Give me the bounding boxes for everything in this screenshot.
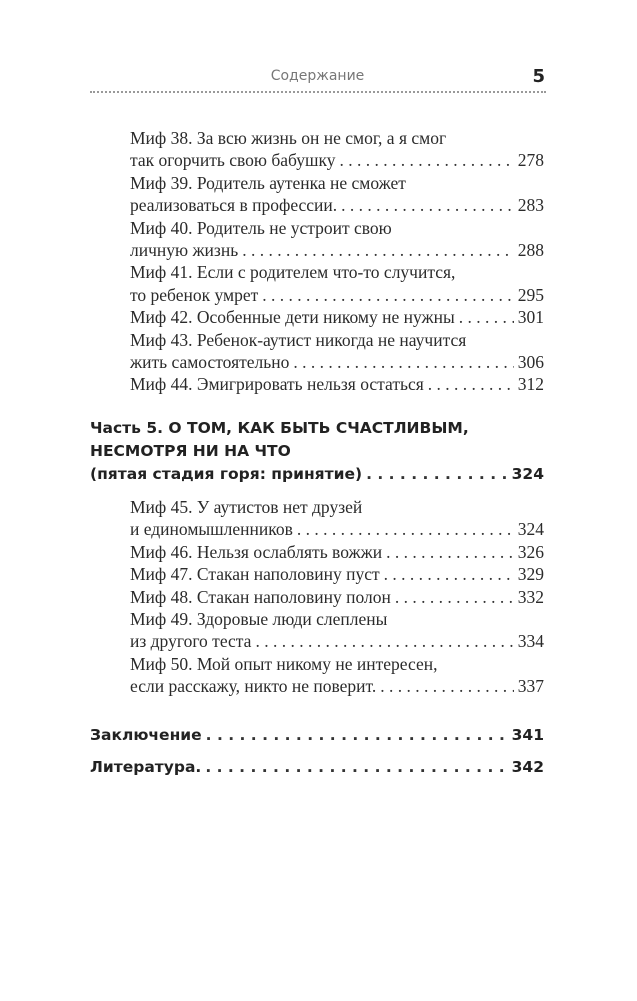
toc-entry-line bbox=[130, 217, 544, 239]
toc-entry-title: Миф 48. Стакан наполовину полон bbox=[130, 586, 391, 607]
toc-entry-line bbox=[130, 329, 544, 351]
toc-entry-line bbox=[130, 351, 544, 373]
toc-entry-line bbox=[130, 306, 544, 328]
toc-entry-line bbox=[130, 518, 544, 540]
toc-entry-line bbox=[130, 194, 544, 216]
toc-entry[interactable] bbox=[130, 563, 544, 585]
toc-entry-title: если расскажу, никто не поверит. bbox=[130, 676, 377, 697]
toc-entry-title: то ребенок умрет bbox=[130, 284, 259, 305]
part-5-line-3 bbox=[90, 463, 544, 486]
toc-entry-line bbox=[130, 630, 544, 652]
dot-leader bbox=[380, 675, 513, 697]
toc-entry-line bbox=[130, 284, 544, 306]
dot-leader bbox=[297, 518, 514, 540]
toc-entry[interactable] bbox=[130, 373, 544, 395]
toc-entry-line bbox=[130, 261, 544, 283]
part-5-page: 324 bbox=[511, 465, 544, 483]
dot-leader bbox=[395, 586, 514, 608]
toc-entry-title: жить самостоятельно bbox=[130, 352, 290, 373]
toc-entry-line bbox=[130, 172, 544, 194]
toc-section-myths-45-50 bbox=[130, 496, 544, 698]
toc-entry[interactable] bbox=[130, 608, 544, 653]
toc-entry-title: Миф 44. Эмигрировать нельзя остаться bbox=[130, 374, 424, 395]
toc-entry-line bbox=[130, 563, 544, 585]
toc-entry-title: Миф 49. Здоровые люди слеплены bbox=[130, 609, 388, 630]
toc-entry-page: 278 bbox=[517, 150, 544, 171]
toc-entry[interactable] bbox=[130, 586, 544, 608]
toc-entry-line bbox=[130, 149, 544, 171]
dot-leader bbox=[255, 630, 513, 652]
toc-entry-page: 329 bbox=[517, 564, 544, 585]
dot-leader bbox=[386, 541, 514, 563]
toc-entry-line bbox=[130, 653, 544, 675]
toc-entry[interactable] bbox=[130, 261, 544, 306]
toc-entry-line bbox=[130, 496, 544, 518]
toc-entry-conclusion[interactable] bbox=[90, 724, 544, 746]
toc-entry-title: личную жизнь bbox=[130, 240, 239, 261]
dot-leader bbox=[205, 756, 507, 778]
toc-entry-line bbox=[130, 586, 544, 608]
dot-leader bbox=[341, 194, 514, 216]
part-5-line-1: Часть 5. О ТОМ, КАК БЫТЬ СЧАСТЛИВЫМ, bbox=[90, 419, 469, 437]
toc-entry-title: Миф 45. У аутистов нет друзей bbox=[130, 497, 363, 517]
toc-entry-page: 334 bbox=[517, 631, 544, 652]
toc-entry[interactable] bbox=[130, 653, 544, 698]
header-dotted-rule bbox=[90, 91, 546, 93]
toc-entry-literature[interactable] bbox=[90, 756, 544, 778]
toc-entry-page: 326 bbox=[517, 541, 544, 562]
dot-leader bbox=[206, 724, 508, 746]
page-number: 5 bbox=[532, 66, 545, 87]
dot-leader bbox=[384, 563, 514, 585]
toc-section-myths-38-44 bbox=[130, 127, 544, 396]
part-5-subtitle: (пятая стадия горя: принятие) bbox=[90, 465, 363, 483]
toc-entry-page: 324 bbox=[517, 519, 544, 540]
toc-part-5-heading[interactable] bbox=[90, 417, 544, 486]
toc-entry-page: 337 bbox=[517, 676, 544, 697]
toc-entry-line bbox=[130, 608, 544, 630]
toc-entry[interactable] bbox=[130, 127, 544, 172]
toc-entry-title: Миф 40. Родитель не устроит свою bbox=[130, 217, 392, 238]
toc-entry[interactable] bbox=[130, 217, 544, 262]
toc-entry-title: Миф 42. Особенные дети никому не нужны bbox=[130, 307, 455, 328]
literature-page: 342 bbox=[511, 758, 544, 776]
toc-entry-line bbox=[130, 675, 544, 697]
toc-entry[interactable] bbox=[130, 496, 544, 541]
toc-entry-page: 288 bbox=[517, 240, 544, 261]
toc-entry[interactable] bbox=[130, 329, 544, 374]
toc-entry-title: Миф 39. Родитель аутенка не сможет bbox=[130, 172, 406, 193]
toc-entry-title: так огорчить свою бабушку bbox=[130, 150, 336, 171]
toc-entry-page: 312 bbox=[517, 374, 544, 395]
toc-entry-title: Миф 47. Стакан наполовину пуст bbox=[130, 564, 380, 585]
toc-entry-page: 295 bbox=[517, 284, 544, 305]
toc-entry-title: Миф 41. Если с родителем что-то случится, bbox=[130, 262, 456, 283]
running-header-title: Содержание bbox=[270, 68, 365, 84]
dot-leader bbox=[293, 351, 513, 373]
toc-entry-title: Миф 38. За всю жизнь он не смог, а я смог bbox=[130, 128, 447, 148]
toc-entry-line bbox=[130, 541, 544, 563]
toc-entry-page: 301 bbox=[517, 307, 544, 328]
toc-entry-page: 306 bbox=[517, 352, 544, 373]
toc-entry-title: Миф 50. Мой опыт никому не интересен, bbox=[130, 653, 438, 674]
part-5-line-2: НЕСМОТРЯ НИ НА ЧТО bbox=[90, 442, 291, 460]
dot-leader bbox=[366, 463, 508, 486]
toc-entry-line bbox=[130, 373, 544, 395]
toc-entry-title: Миф 43. Ребенок-аутист никогда не научится bbox=[130, 329, 467, 350]
conclusion-page: 341 bbox=[511, 726, 544, 744]
toc-entry-page: 332 bbox=[517, 586, 544, 607]
toc-entry-title: реализоваться в профессии. bbox=[130, 195, 338, 216]
toc-entry[interactable] bbox=[130, 172, 544, 217]
toc-entry-title: и единомышленников bbox=[130, 519, 293, 540]
toc-entry[interactable] bbox=[130, 306, 544, 328]
toc-entry[interactable] bbox=[130, 541, 544, 563]
conclusion-label: Заключение bbox=[90, 726, 202, 744]
dot-leader bbox=[262, 284, 513, 306]
toc-entry-line bbox=[130, 127, 544, 149]
running-header bbox=[90, 66, 545, 90]
literature-label: Литература. bbox=[90, 758, 202, 776]
toc-entry-title: Миф 46. Нельзя ослаблять вожжи bbox=[130, 541, 383, 562]
toc-entry-title: из другого теста bbox=[130, 631, 252, 652]
dot-leader bbox=[459, 306, 514, 328]
toc-entry-line bbox=[130, 239, 544, 261]
toc-entry-page: 283 bbox=[517, 195, 544, 216]
dot-leader bbox=[428, 373, 514, 395]
dot-leader bbox=[242, 239, 514, 261]
dot-leader bbox=[339, 149, 513, 171]
